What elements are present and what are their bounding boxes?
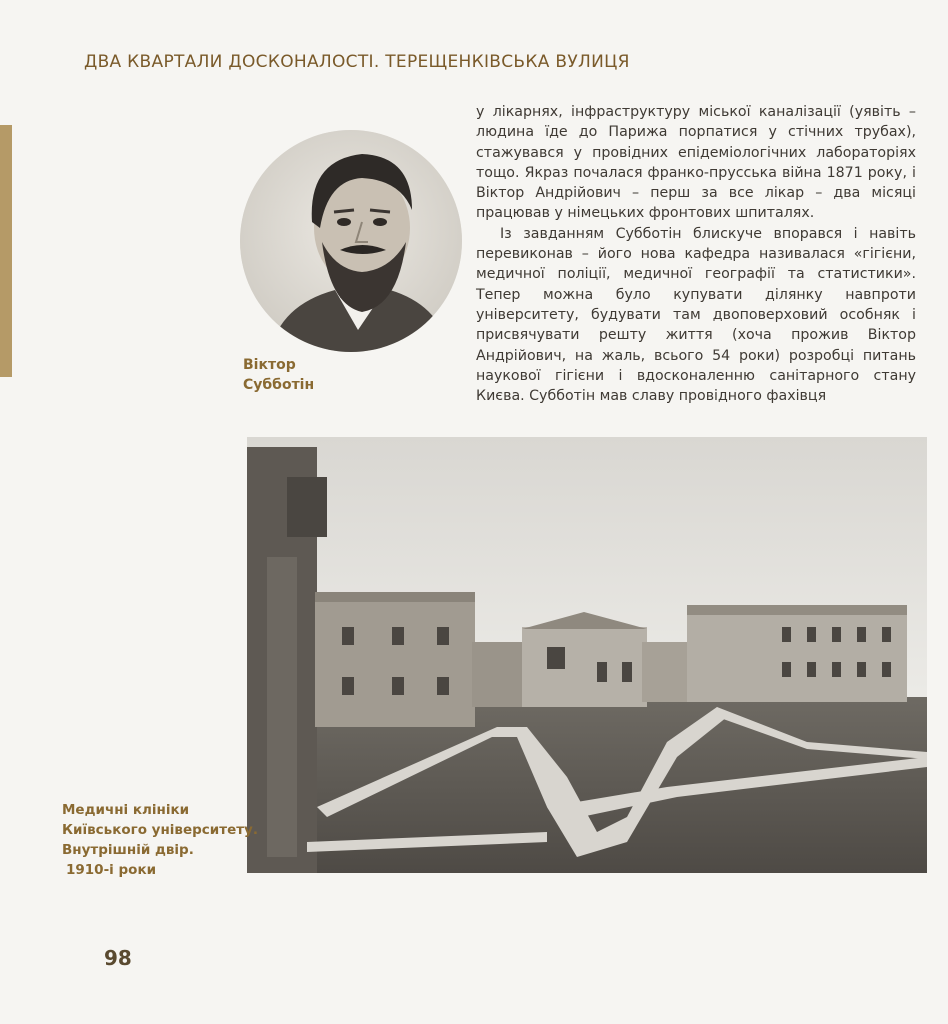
photo-caption-line: Медичні клініки (62, 802, 190, 818)
running-header: ДВА КВАРТАЛИ ДОСКОНАЛОСТІ. ТЕРЕЩЕНКІВСЬКА ВУЛИЦЯ (84, 52, 630, 72)
portrait-caption-line: Віктор (243, 357, 296, 373)
courtyard-image (247, 437, 927, 873)
body-text (476, 102, 916, 406)
portrait-image (240, 130, 462, 352)
photo-caption-line: Київського університету. (62, 822, 258, 838)
photo-caption-line: 1910-і роки (66, 862, 157, 878)
photo-caption (62, 800, 258, 880)
portrait-caption (243, 355, 314, 395)
body-paragraph: Із завданням Субботін блискуче впорався і навіть перевиконав – його нова кафедра називалася «гігієни, медичної поліції, медичної географії та статистики». Тепер можна було купувати ділянку навпроти університету, будувати там двоповерховий особняк і присвячувати решту життя (хоча прожив Віктор Андрійович, на жаль, всього 54 роки) розробці питань наукової гігієни і вдосконаленню санітарного стану Києва. Субботін мав славу провідного фахівця (476, 225, 916, 405)
portrait-caption-line: Субботін (243, 377, 315, 393)
page-number: 98 (104, 946, 132, 970)
body-paragraph: у лікарнях, інфраструктуру міської каналізації (уявіть – людина їде до Парижа порпатися у стічних трубах), стажувався у провідних епідеміологічних лабораторіях тощо. Якраз почалася франко-прусська війна 1871 року, і Віктор Андрійович – перш за все лікар – два місяці працював у німецьких фронтових шпиталях. (476, 104, 916, 222)
portrait-photo (240, 130, 462, 352)
clinic-courtyard-photo (247, 437, 927, 873)
page-edge-accent-bar (0, 125, 12, 377)
photo-caption-line: Внутрішній двір. (62, 842, 194, 858)
